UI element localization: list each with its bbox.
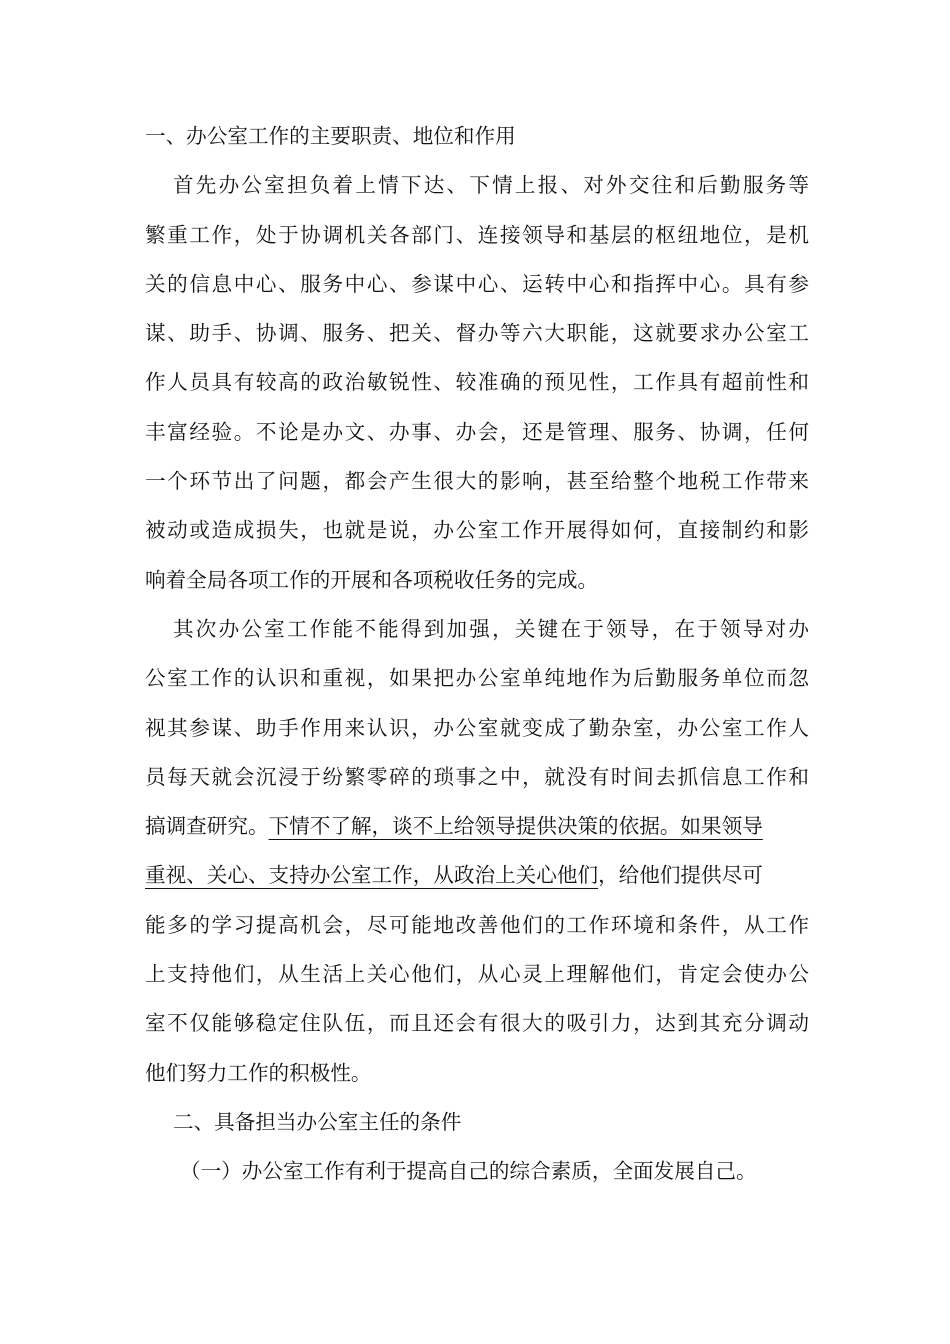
paragraph-line: 他们努力工作的积极性。	[145, 1060, 372, 1085]
paragraph-line: 公室工作的认识和重视，如果把办公室单纯地作为后勤服务单位而忽	[145, 666, 809, 691]
paragraph-line	[145, 851, 809, 900]
paragraph-line: 上支持他们，从生活上关心他们，从心灵上理解他们，肯定会使办公	[145, 962, 809, 987]
paragraph-line: 其次办公室工作能不能得到加强，关键在于领导，在于领导对办	[173, 616, 809, 641]
paragraph-line: 首先办公室担负着上情下达、下情上报、对外交往和后勤服务等	[173, 173, 809, 198]
paragraph-line: 能多的学习提高机会，尽可能地改善他们的工作环境和条件，从工作	[145, 912, 809, 937]
underlined-text: 下情不了解，谈不上给领导提供决策的依据。如果领导	[268, 814, 763, 839]
paragraph-line: 丰富经验。不论是办文、办事、办会，还是管理、服务、协调，任何	[145, 419, 809, 444]
paragraph-line: 一个环节出了问题，都会产生很大的影响，甚至给整个地税工作带来	[145, 469, 809, 494]
subsection-heading-1: （一）办公室工作有利于提高自己的综合素质，全面发展自己。	[180, 1159, 757, 1184]
paragraph-line: 谋、助手、协调、服务、把关、督办等六大职能，这就要求办公室工	[145, 321, 809, 346]
paragraph-line: 视其参谋、助手作用来认识，办公室就变成了勤杂室，办公室工作人	[145, 715, 809, 740]
plain-text: 搞调查研究。	[145, 814, 269, 839]
underlined-text: 重视、关心、支持办公室工作，从政治上关心他们	[145, 863, 599, 888]
paragraph-line: 关的信息中心、服务中心、参谋中心、运转中心和指挥中心。具有参	[145, 271, 809, 296]
paragraph-line: 被动或造成损失，也就是说，办公室工作开展得如何，直接制约和影	[145, 518, 809, 543]
paragraph-line	[145, 802, 809, 851]
paragraph-2	[145, 605, 809, 1098]
document-page	[145, 112, 809, 1197]
section-heading-1: 一、办公室工作的主要职责、地位和作用	[145, 124, 516, 148]
paragraph-line: 员每天就会沉浸于纷繁零碎的琐事之中，就没有时间去抓信息工作和	[145, 764, 809, 789]
paragraph-line: 繁重工作，处于协调机关各部门、连接领导和基层的枢纽地位，是机	[145, 222, 809, 247]
paragraph-line: 室不仅能够稳定住队伍，而且还会有很大的吸引力，达到其充分调动	[145, 1011, 809, 1036]
section-heading-2: 二、具备担当办公室主任的条件	[173, 1109, 462, 1134]
paragraph-line: 作人员具有较高的政治敏锐性、较准确的预见性，工作具有超前性和	[145, 370, 809, 395]
paragraph-1	[145, 161, 809, 605]
plain-text: ，给他们提供尽可	[598, 863, 763, 888]
paragraph-line: 响着全局各项工作的开展和各项税收任务的完成。	[145, 567, 599, 592]
